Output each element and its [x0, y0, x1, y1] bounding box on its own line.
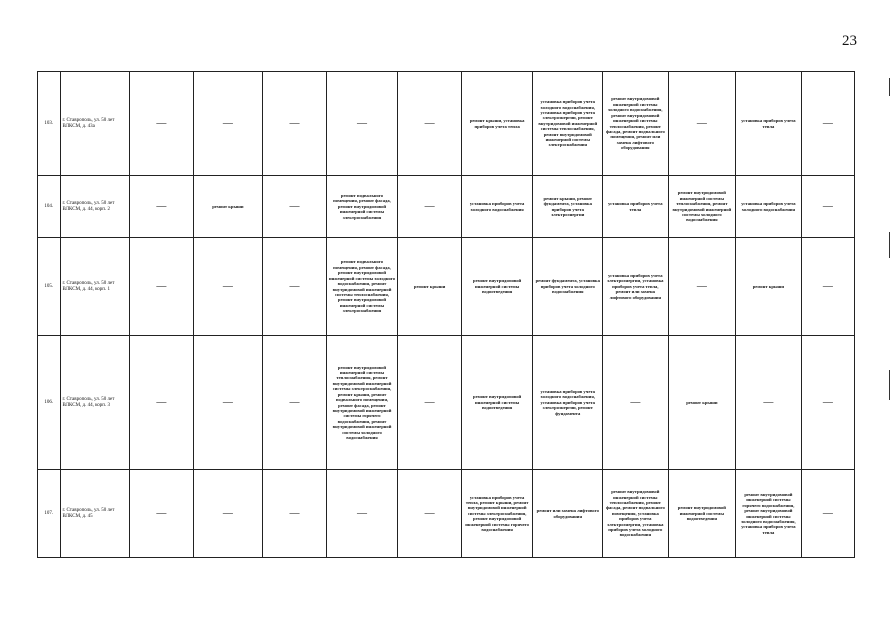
dash-mark: —	[630, 396, 641, 408]
dash-mark: —	[696, 280, 707, 292]
repair-works-cell: ремонт крыши	[193, 176, 263, 238]
dash-mark: —	[696, 117, 707, 129]
repair-works-cell: ремонт внутридомовой инженерной системы горячего водоснабжения, ремонт внутридомовой инженерной системы холодного водоснабжения, установка приборов учета тепла	[736, 470, 802, 558]
empty-cell	[326, 470, 398, 558]
row-number: 105.	[38, 238, 61, 336]
repair-works-cell: ремонт внутридомовой инженерной системы холодного водоснабжения, ремонт внутридомовой инженерной системы теплоснабжения, ремонт фасада, ремонт подвального помещения, ремонт или замена лифтового оборудования	[603, 72, 669, 176]
page-number: 23	[842, 33, 857, 49]
dash-mark: —	[424, 200, 435, 212]
repair-works-cell: ремонт внутридомовой инженерной системы теплоснабжения, ремонт фасада, ремонт подвального помещения, установка приборов учета электроэнергии, установка приборов учета холодного водоснабжения	[603, 470, 669, 558]
row-number: 104.	[38, 176, 61, 238]
scan-edge-mark	[889, 78, 890, 96]
empty-cell	[130, 72, 193, 176]
repair-works-cell: установка приборов учета тепла	[736, 72, 802, 176]
building-address: г. Ставрополь, ул. 50 лет ВЛКСМ, д. 45	[60, 470, 130, 558]
row-number: 107.	[38, 470, 61, 558]
dash-mark: —	[156, 200, 167, 212]
repair-works-cell: ремонт внутридомовой инженерной системы водоотведения	[461, 238, 533, 336]
dash-mark: —	[424, 507, 435, 519]
dash-mark: —	[156, 280, 167, 292]
dash-mark: —	[289, 507, 300, 519]
repair-works-cell: ремонт крыши	[398, 238, 461, 336]
table-row	[38, 470, 855, 558]
dash-mark: —	[822, 200, 833, 212]
repair-works-cell: ремонт подвального помещения, ремонт фасада, ремонт внутридомовой инженерной системы электроснабжения	[326, 176, 398, 238]
empty-cell	[130, 470, 193, 558]
repair-works-cell: ремонт внутридомовой инженерной системы теплоснабжения, ремонт внутридомовой инженерной системы холодного водоснабжения	[668, 176, 736, 238]
building-address: г. Ставрополь, ул. 50 лет ВЛКСМ, д. 44, корп. 3	[60, 336, 130, 470]
scan-edge-mark	[889, 232, 890, 258]
dash-mark: —	[424, 117, 435, 129]
empty-cell	[130, 336, 193, 470]
dash-mark: —	[156, 117, 167, 129]
repair-works-cell: ремонт крыши, установка приборов учета тепла	[461, 72, 533, 176]
empty-cell	[801, 336, 854, 470]
dash-mark: —	[822, 280, 833, 292]
dash-mark: —	[357, 117, 367, 129]
empty-cell	[398, 470, 461, 558]
building-address: г. Ставрополь, ул. 50 лет ВЛКСМ, д. 43а	[60, 72, 130, 176]
dash-mark: —	[357, 507, 367, 519]
building-address: г. Ставрополь, ул. 50 лет ВЛКСМ, д. 44, корп. 1	[60, 238, 130, 336]
repair-works-cell: ремонт или замена лифтового оборудования	[533, 470, 603, 558]
empty-cell	[668, 72, 736, 176]
repair-works-cell: установка приборов учета холодного водоснабжения	[736, 176, 802, 238]
empty-cell	[801, 72, 854, 176]
repair-works-cell: установка приборов учета тепла, ремонт крыши, ремонт внутридомовой инженерной системы электроснабжения, ремонт внутридомовой инженерной системы горячего водоснабжения	[461, 470, 533, 558]
row-number: 103.	[38, 72, 61, 176]
dash-mark: —	[424, 396, 435, 408]
repair-works-cell: ремонт внутридомовой инженерной системы водоотведения	[668, 470, 736, 558]
empty-cell	[263, 72, 326, 176]
repair-works-cell: ремонт крыши	[668, 336, 736, 470]
repair-works-cell: ремонт внутридомовой инженерной системы водоотведения	[461, 336, 533, 470]
dash-mark: —	[763, 396, 774, 408]
table-row	[38, 176, 855, 238]
repair-works-cell: установка приборов учета холодного водоснабжения	[461, 176, 533, 238]
empty-cell	[263, 176, 326, 238]
repair-works-cell: ремонт внутридомовой инженерной системы теплоснабжения, ремонт внутридомовой инженерной системы электроснабжения, ремонт крыши, ремонт подвального помещения, ремонт фасада, ремонт внутридомовой инженерной системы горячего водоснабжения, ремонт внутридомовой инженерной системы холодного водоснабжения	[326, 336, 398, 470]
repair-works-cell: ремонт фундамента, установка приборов учета холодного водоснабжения	[533, 238, 603, 336]
scan-edge-mark	[889, 370, 890, 400]
empty-cell	[668, 238, 736, 336]
repair-works-cell: ремонт подвального помещения, ремонт фасада, ремонт внутридомовой инженерной системы холодного водоснабжения, ремонт внутридомовой инженерной системы теплоснабжения, ремонт внутридомовой инженерной системы электроснабжения	[326, 238, 398, 336]
repair-works-cell: установка приборов учета электроэнергии, установка приборов учета тепла, ремонт или замена лифтового оборудования	[603, 238, 669, 336]
row-number: 106.	[38, 336, 61, 470]
empty-cell	[193, 336, 263, 470]
dash-mark: —	[156, 396, 167, 408]
empty-cell	[398, 176, 461, 238]
empty-cell	[130, 176, 193, 238]
dash-mark: —	[289, 280, 300, 292]
table-row	[38, 238, 855, 336]
table-row	[38, 72, 855, 176]
building-address: г. Ставрополь, ул. 50 лет ВЛКСМ, д. 44, корп. 2	[60, 176, 130, 238]
dash-mark: —	[222, 280, 233, 292]
empty-cell	[801, 238, 854, 336]
repair-works-cell: ремонт крыши, ремонт фундамента, установка приборов учета электроэнергии	[533, 176, 603, 238]
repair-works-cell: установка приборов учета холодного водоснабжения, установка приборов учета электроэнергии, ремонт внутридомовой инженерной системы теплоснабжения, ремонт внутридомовой инженерной системы электроснабжения	[533, 72, 603, 176]
dash-mark: —	[289, 200, 300, 212]
repair-works-cell: установка приборов учета холодного водоснабжения, установка приборов учета электроэнергии, ремонт фундамента	[533, 336, 603, 470]
dash-mark: —	[822, 507, 833, 519]
dash-mark: —	[822, 396, 833, 408]
empty-cell	[398, 72, 461, 176]
empty-cell	[801, 176, 854, 238]
dash-mark: —	[222, 396, 233, 408]
empty-cell	[801, 470, 854, 558]
empty-cell	[736, 336, 802, 470]
repair-works-cell: установка приборов учета тепла	[603, 176, 669, 238]
dash-mark: —	[156, 507, 167, 519]
empty-cell	[326, 72, 398, 176]
dash-mark: —	[289, 396, 300, 408]
empty-cell	[130, 238, 193, 336]
dash-mark: —	[822, 117, 833, 129]
table-row	[38, 336, 855, 470]
empty-cell	[263, 336, 326, 470]
empty-cell	[263, 238, 326, 336]
empty-cell	[193, 72, 263, 176]
empty-cell	[193, 470, 263, 558]
empty-cell	[263, 470, 326, 558]
repair-works-cell: ремонт крыши	[736, 238, 802, 336]
dash-mark: —	[222, 507, 233, 519]
dash-mark: —	[222, 117, 233, 129]
empty-cell	[603, 336, 669, 470]
dash-mark: —	[289, 117, 300, 129]
empty-cell	[193, 238, 263, 336]
capital-repair-schedule-table	[37, 71, 855, 558]
empty-cell	[398, 336, 461, 470]
